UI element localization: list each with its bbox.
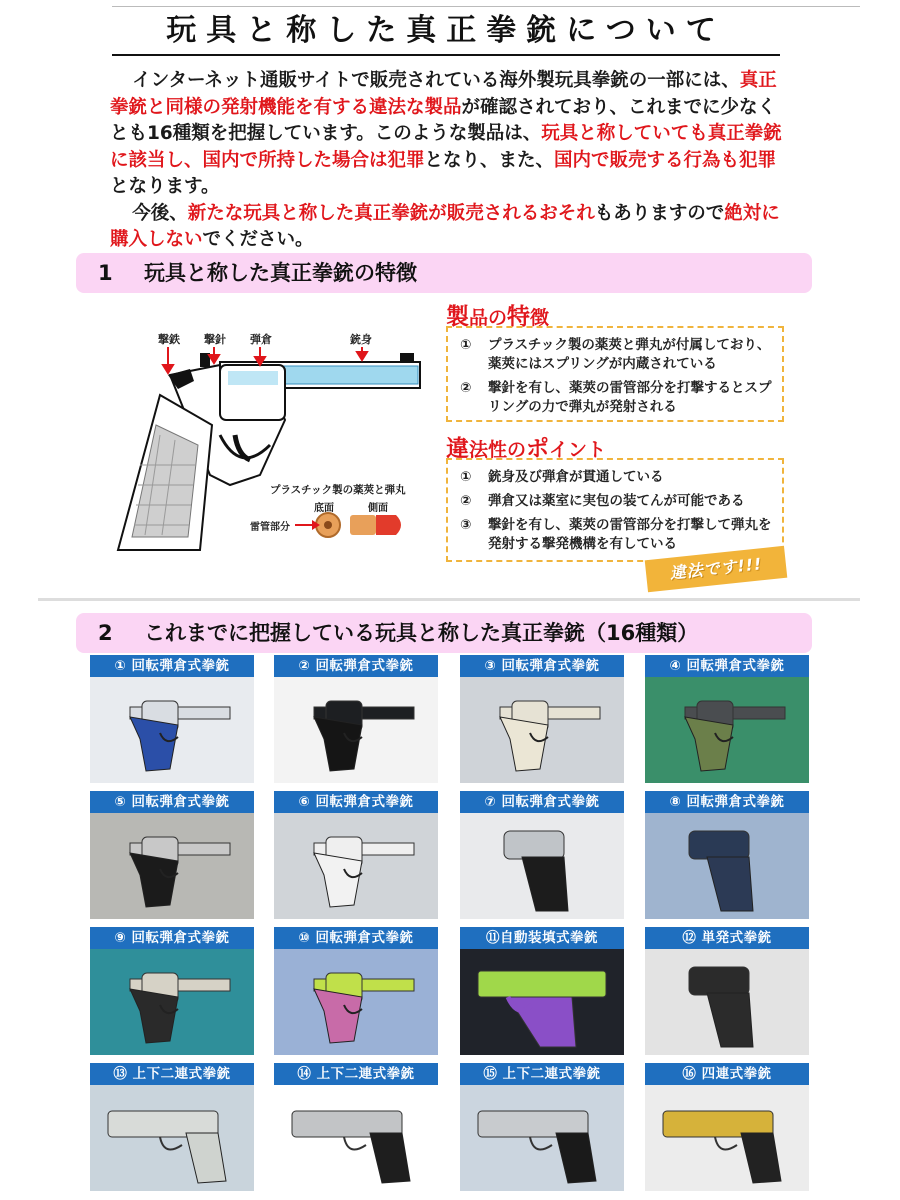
gun-card (274, 1063, 438, 1191)
gun-photo (274, 677, 438, 783)
illegality-item: ① 銃身及び弾倉が貫通している (460, 469, 664, 485)
illegality-item: ③ 撃針を有し、薬莢の雷管部分を打撃して弾丸を発射する撃発機構を有している (460, 517, 772, 552)
gun-photo (90, 949, 254, 1055)
gun-card (90, 927, 254, 1055)
gun-label: ⑬ 上下二連式拳銃 (90, 1063, 254, 1085)
emphasis-text: 真正拳銃と同様の発射機能を有する違法な製品 (110, 70, 777, 118)
body-text: となります。 (110, 176, 220, 197)
section-2-title: これまでに把握している玩具と称した真正拳銃（16種類） (144, 621, 699, 645)
body-text: となり、また、 (424, 149, 555, 171)
gun-label: ⑭ 上下二連式拳銃 (274, 1063, 438, 1085)
gun-label: ③ 回転弾倉式拳銃 (460, 655, 624, 677)
gun-label: ⑩ 回転弾倉式拳銃 (274, 927, 438, 949)
emphasis-text: 新たな玩具と称した真正拳銃が販売されるおそれ (187, 202, 595, 224)
gun-label: ⑧ 回転弾倉式拳銃 (645, 791, 809, 813)
gun-photo (460, 677, 624, 783)
gun-card (645, 655, 809, 783)
gun-photo (645, 813, 809, 919)
features-title: 製品の特徴 (446, 304, 550, 330)
gun-card (274, 927, 438, 1055)
gun-card (460, 791, 624, 919)
emphasis-text: 国内で販売する行為も犯罪 (554, 149, 777, 171)
gun-card (274, 791, 438, 919)
gun-photo (274, 949, 438, 1055)
section-2-heading (76, 613, 812, 653)
body-text: が確認されており、これまでに少なくとも16種類を把握しています。このような製品は、 (110, 96, 777, 144)
gun-photo (460, 949, 624, 1055)
section-2-number: 2 (98, 621, 113, 645)
section-1-number: 1 (98, 261, 113, 285)
gun-photo (90, 813, 254, 919)
section-1-title: 玩具と称した真正拳銃の特徴 (144, 261, 417, 285)
gun-label: ⑤ 回転弾倉式拳銃 (90, 791, 254, 813)
emphasis-text: 絶対に購入しない (110, 202, 780, 250)
top-rule (112, 6, 860, 7)
label-barrel: 銃身 (350, 333, 372, 346)
illegality-item: ② 弾倉又は薬室に実包の装てんが可能である (460, 493, 745, 509)
intro-text (110, 68, 786, 254)
revolver-diagram (100, 325, 440, 565)
gun-photo (460, 1085, 624, 1191)
body-text: もありますので (594, 202, 725, 224)
section-1-heading (76, 253, 812, 293)
gun-card (90, 655, 254, 783)
body-text: インターネット通販サイトで販売されている海外製玩具拳銃の一部には、 (132, 70, 740, 91)
gun-label: ⑫ 単発式拳銃 (645, 927, 809, 949)
gun-card (645, 1063, 809, 1191)
gun-label: ⑥ 回転弾倉式拳銃 (274, 791, 438, 813)
features-box (446, 326, 784, 422)
feature-item: ① プラスチック製の薬莢と弾丸が付属しており、薬莢にはスプリングが内蔵されている (460, 337, 771, 372)
emphasis-text: 玩具と称していても真正拳銃に該当し、国内で所持した場合は犯罪 (110, 123, 782, 171)
gun-photo (90, 677, 254, 783)
intro-paragraph-1 (110, 68, 786, 201)
illegality-title: 違法性のポイント (446, 436, 607, 462)
gun-photo (274, 1085, 438, 1191)
gun-photo (645, 677, 809, 783)
gun-label: ⑦ 回転弾倉式拳銃 (460, 791, 624, 813)
gun-label: ⑪自動装填式拳銃 (460, 927, 624, 949)
gun-photo (645, 949, 809, 1055)
body-text: 今後、 (132, 202, 188, 224)
cartridge-caption: プラスチック製の薬莢と弾丸 (270, 484, 406, 496)
gun-card (90, 1063, 254, 1191)
label-primer: 雷管部分 (250, 522, 290, 533)
gun-label: ④ 回転弾倉式拳銃 (645, 655, 809, 677)
gun-card (274, 655, 438, 783)
gun-card (460, 927, 624, 1055)
label-firing-pin: 撃針 (204, 333, 226, 346)
gun-label: ② 回転弾倉式拳銃 (274, 655, 438, 677)
gun-card (460, 1063, 624, 1191)
gun-label: ⑮ 上下二連式拳銃 (460, 1063, 624, 1085)
gun-card (90, 791, 254, 919)
gun-photo (90, 1085, 254, 1191)
gun-photo (274, 813, 438, 919)
label-cylinder: 弾倉 (250, 333, 272, 346)
illegal-stamp: 違法です!!! (645, 546, 788, 592)
gun-card (645, 791, 809, 919)
section-divider (38, 598, 860, 601)
page-title: 玩具と称した真正拳銃について (112, 10, 780, 56)
feature-item: ② 撃針を有し、薬莢の雷管部分を打撃するとスプリングの力で弾丸が発射される (460, 380, 772, 415)
body-text: でください。 (202, 229, 314, 250)
gun-card (645, 927, 809, 1055)
gun-photo (460, 813, 624, 919)
intro-paragraph-2 (110, 201, 786, 254)
label-bottom: 底面 (314, 503, 334, 514)
gun-photo (645, 1085, 809, 1191)
gun-card (460, 655, 624, 783)
label-hammer: 撃鉄 (158, 333, 180, 346)
gun-label: ① 回転弾倉式拳銃 (90, 655, 254, 677)
illegality-box (446, 458, 784, 562)
label-side: 側面 (368, 503, 388, 514)
gun-label: ⑯ 四連式拳銃 (645, 1063, 809, 1085)
gun-label: ⑨ 回転弾倉式拳銃 (90, 927, 254, 949)
